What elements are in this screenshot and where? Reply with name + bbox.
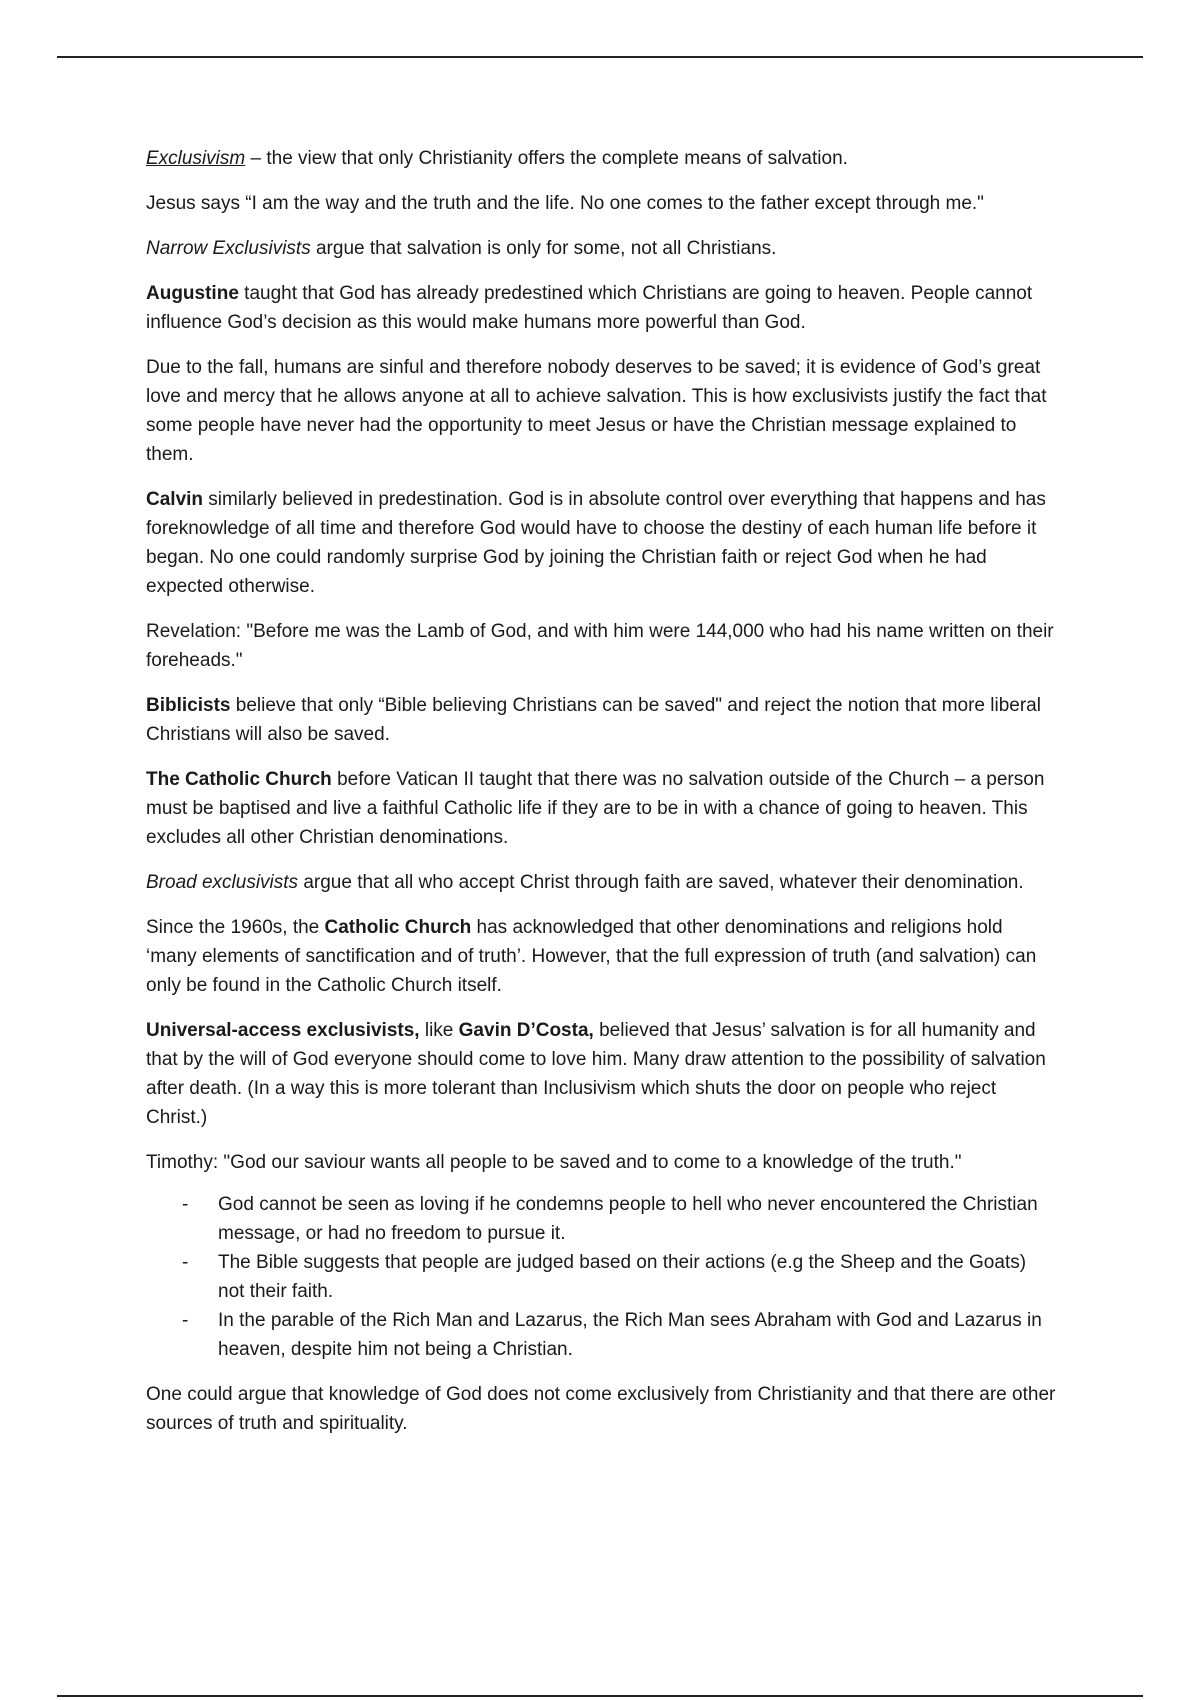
bullet-dash-icon: - <box>182 1310 189 1331</box>
term-catholic-church: The Catholic Church <box>146 769 332 790</box>
term-broad-exclusivists: Broad exclusivists <box>146 872 299 893</box>
bullet-dash-icon: - <box>182 1194 189 1215</box>
term-gavin-dcosta: Gavin D’Costa, <box>458 1020 594 1041</box>
paragraph-timothy-quote <box>146 1148 1056 1177</box>
list-item-text: The Bible suggests that people are judged based on their actions (e.g the Sheep and the Goats) not their faith. <box>218 1252 1027 1302</box>
list-item <box>146 1248 1056 1306</box>
term-biblicists: Biblicists <box>146 695 231 716</box>
paragraph-text: Timothy: "God our saviour wants all people to be saved and to come to a knowledge of the truth." <box>146 1152 962 1173</box>
paragraph-the-fall <box>146 353 1056 469</box>
paragraph-jesus-quote <box>146 189 1056 218</box>
paragraph-text: argue that salvation is only for some, not all Christians. <box>310 238 777 259</box>
list-item-text: In the parable of the Rich Man and Lazarus, the Rich Man sees Abraham with God and Lazarus in heaven, despite him not being a Christian. <box>218 1310 1042 1360</box>
term-augustine: Augustine <box>146 283 239 304</box>
term-calvin: Calvin <box>146 489 204 510</box>
paragraph-universal-access <box>146 1016 1056 1132</box>
paragraph-text-pre: Since the 1960s, the <box>146 917 325 938</box>
term-catholic-church: Catholic Church <box>324 917 472 938</box>
paragraph-catholic-church-pre-vatican <box>146 765 1056 852</box>
paragraph-text: Due to the fall, humans are sinful and therefore nobody deserves to be saved; it is evidence of God’s great love and mercy that he allows anyone at all to achieve salvation. This is how exclusivists justify the fact that some people have never had the opportunity to meet Jesus or have the Christian message explained to them. <box>146 357 1047 465</box>
paragraph-text-mid: like <box>419 1020 459 1041</box>
paragraph-augustine <box>146 279 1056 337</box>
paragraph-text: argue that all who accept Christ through faith are saved, whatever their denomination. <box>298 872 1024 893</box>
paragraph-text: Jesus says “I am the way and the truth and the life. No one comes to the father except through me." <box>146 193 984 214</box>
list-item <box>146 1190 1056 1248</box>
header-rule <box>57 56 1143 58</box>
paragraph-calvin <box>146 485 1056 601</box>
paragraph-text: similarly believed in predestination. God is in absolute control over everything that happens and has foreknowledge of all time and therefore God would have to choose the destiny of each human life before it began. No one could randomly surprise God by joining the Christian faith or reject God when he had expected otherwise. <box>146 489 1046 597</box>
term-narrow-exclusivists: Narrow Exclusivists <box>146 238 311 259</box>
paragraph-narrow-exclusivists <box>146 234 1056 263</box>
list-item <box>146 1306 1056 1364</box>
criticism-list <box>146 1190 1056 1364</box>
term-universal-access-exclusivists: Universal-access exclusivists, <box>146 1020 420 1041</box>
paragraph-text: One could argue that knowledge of God does not come exclusively from Christianity and that there are other sources of truth and spirituality. <box>146 1384 1056 1434</box>
paragraph-catholic-church-1960s <box>146 913 1056 1000</box>
paragraph-broad-exclusivists <box>146 868 1056 897</box>
bullet-dash-icon: - <box>182 1252 189 1273</box>
paragraph-text: before Vatican II taught that there was no salvation outside of the Church – a person must be baptised and live a faithful Catholic life if they are to be in with a chance of going to heaven. This excludes all other Christian denominations. <box>146 769 1045 848</box>
paragraph-revelation-quote <box>146 617 1056 675</box>
paragraph-exclusivism-definition <box>146 144 1056 173</box>
paragraph-conclusion <box>146 1380 1056 1438</box>
paragraph-text: Revelation: "Before me was the Lamb of God, and with him were 144,000 who had his name written on their foreheads." <box>146 621 1054 671</box>
document-body <box>146 144 1056 1454</box>
list-item-text: God cannot be seen as loving if he condemns people to hell who never encountered the Christian message, or had no freedom to pursue it. <box>218 1194 1038 1244</box>
paragraph-text: has acknowledged that other denominations and religions hold ‘many elements of sanctification and of truth’. However, that the full expression of truth (and salvation) can only be found in the Catholic Church itself. <box>146 917 1037 996</box>
paragraph-text: taught that God has already predestined which Christians are going to heaven. People cannot influence God’s decision as this would make humans more powerful than God. <box>146 283 1033 333</box>
paragraph-text: believe that only “Bible believing Christians can be saved" and reject the notion that more liberal Christians will also be saved. <box>146 695 1041 745</box>
paragraph-text: believed that Jesus’ salvation is for all humanity and that by the will of God everyone should come to love him. Many draw attention to the possibility of salvation after death. (In a way this is more tolerant than Inclusivism which shuts the door on people who reject Christ.) <box>146 1020 1046 1128</box>
paragraph-text: – the view that only Christianity offers the complete means of salvation. <box>245 148 848 169</box>
footer-rule <box>57 1695 1143 1697</box>
paragraph-biblicists <box>146 691 1056 749</box>
term-exclusivism: Exclusivism <box>146 148 246 169</box>
